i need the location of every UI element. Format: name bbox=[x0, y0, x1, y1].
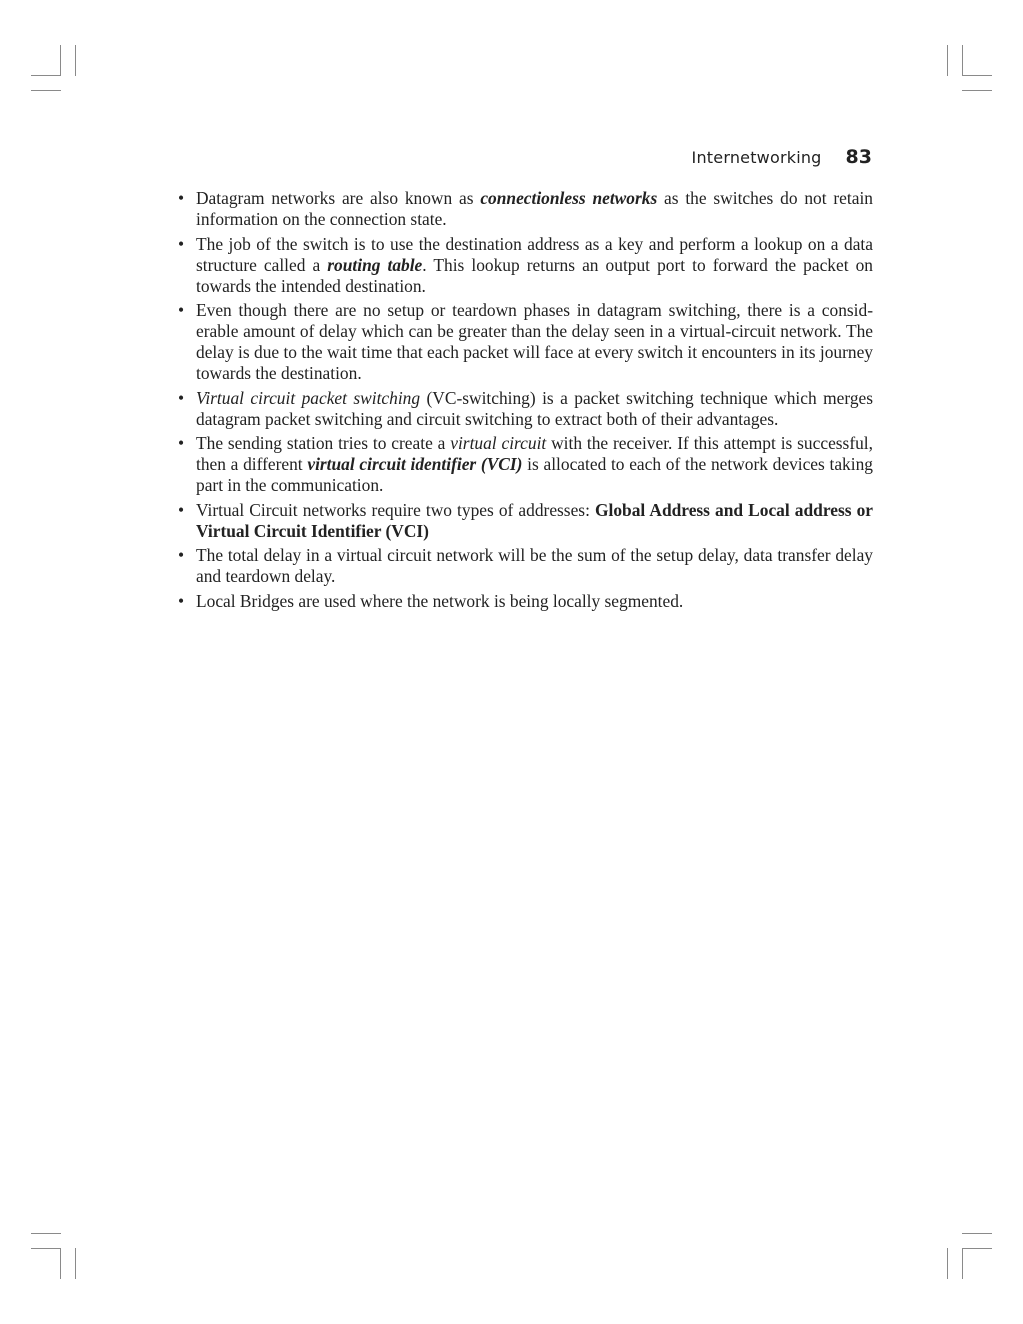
bullet-item bbox=[178, 591, 873, 612]
emphasized-text: virtual circuit bbox=[450, 433, 547, 453]
bullet-list bbox=[178, 188, 873, 612]
text-run: Even though there are no setup or teardown phases in datagram switching, there is a consid-erable amount of delay which can be greater than the delay seen in a virtual-circuit network. The delay is due to the wait time that each packet will face at every switch it encounters in its journey towards the destination. bbox=[196, 300, 873, 383]
emphasized-text: Virtual circuit packet switching bbox=[196, 387, 421, 408]
bullet-item bbox=[178, 188, 873, 230]
body-text bbox=[178, 188, 873, 615]
bullet-item bbox=[178, 234, 873, 297]
text-run: Datagram networks are also known as bbox=[196, 188, 481, 208]
text-run: with the receiver. If this attempt is successful, then a different bbox=[196, 433, 873, 474]
text-run: Virtual Circuit networks require two types of addresses: bbox=[196, 499, 595, 520]
bullet-item bbox=[178, 545, 873, 587]
text-run: The total delay in a virtual circuit network will be the sum of the setup delay, data transfer delay and teardown delay. bbox=[196, 545, 873, 586]
text-run: is allocated to each of the network devices taking part in the communication. bbox=[196, 454, 873, 495]
running-header bbox=[692, 146, 872, 168]
emphasized-text: virtual circuit identifier (VCI) bbox=[307, 454, 523, 474]
emphasized-text: routing table bbox=[327, 254, 423, 275]
text-run: The sending station tries to create a bbox=[196, 433, 451, 453]
bullet-item bbox=[178, 300, 873, 384]
bullet-item bbox=[178, 388, 873, 430]
text-run: . This lookup returns an output port to forward the packet on towards the intended destination. bbox=[196, 254, 873, 296]
bullet-item bbox=[178, 433, 873, 496]
bullet-item bbox=[178, 500, 873, 542]
page-number: 83 bbox=[845, 146, 872, 168]
text-run: as the switches do not retain information on the connection state. bbox=[196, 188, 873, 229]
text-run: Local Bridges are used where the network is being locally segmented. bbox=[196, 590, 684, 611]
emphasized-text: Global Address and Local address or Virtual Circuit Identifier (VCI) bbox=[196, 499, 873, 541]
text-run: (VC-switching) is a packet switching technique which merges datagram packet switching and circuit switching to extract both of their advantages. bbox=[196, 387, 873, 429]
chapter-title: Internetworking bbox=[691, 148, 822, 167]
emphasized-text: connectionless networks bbox=[480, 188, 658, 208]
text-run: The job of the switch is to use the destination address as a key and perform a lookup on a data structure called a bbox=[196, 233, 873, 275]
